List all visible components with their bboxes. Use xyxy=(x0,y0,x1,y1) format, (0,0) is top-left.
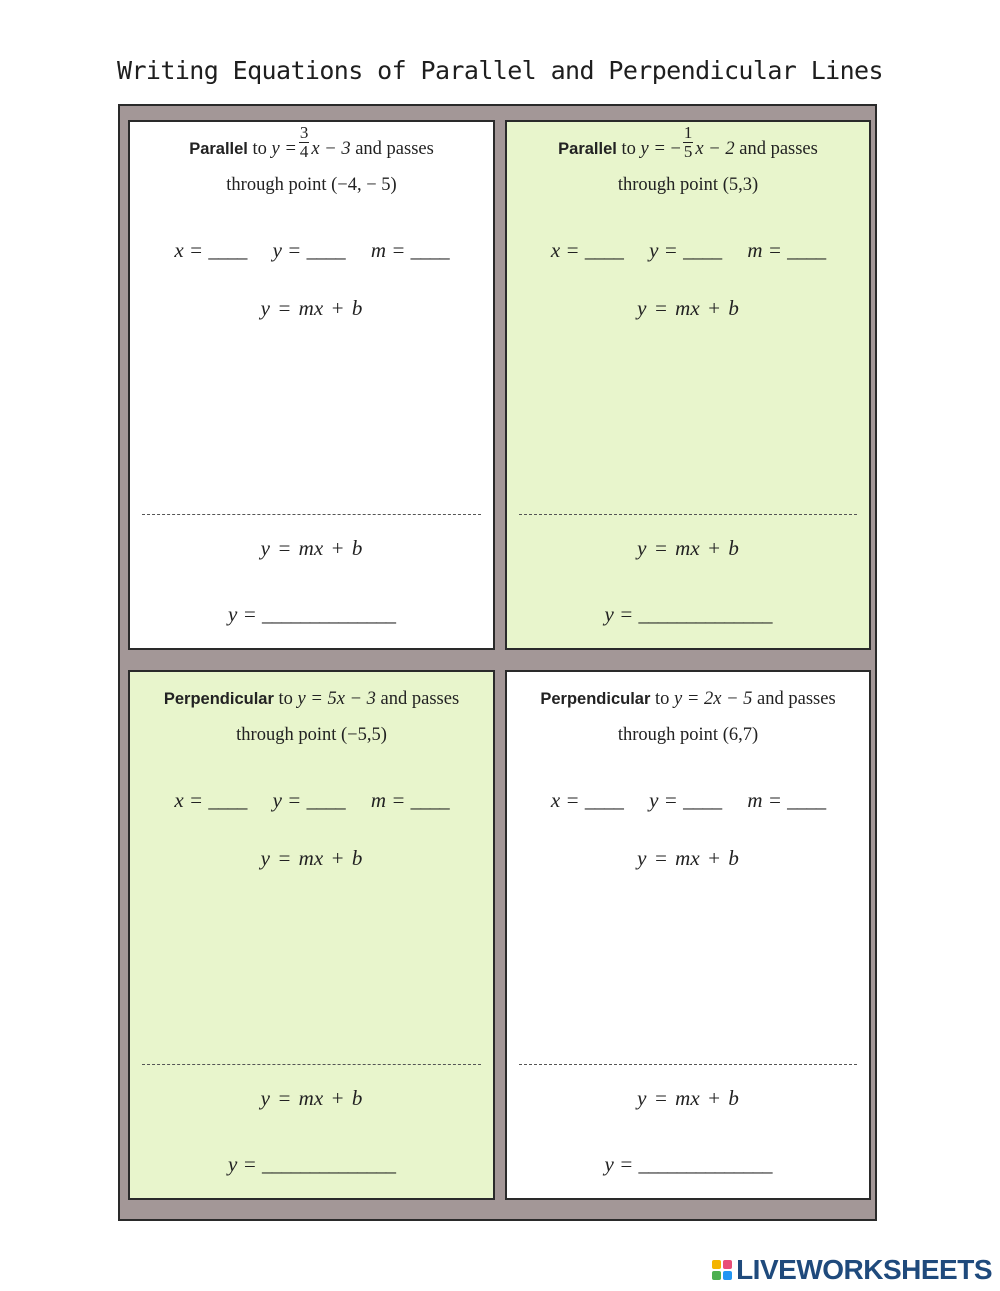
problem-prompt xyxy=(130,681,493,753)
logo-square-3 xyxy=(712,1271,721,1280)
x-label: x = xyxy=(174,238,204,262)
logo-square-1 xyxy=(712,1260,721,1269)
given-line-lhs: y = xyxy=(271,139,297,159)
y-label: y = xyxy=(272,788,302,812)
and-passes: and passes xyxy=(757,689,836,709)
slope-intercept-form: y = mx + b xyxy=(260,296,363,320)
m-label: m = xyxy=(747,788,782,812)
x-label: x = xyxy=(550,238,580,262)
m-blank[interactable]: ____ xyxy=(410,238,449,262)
given-line: y = 5x − 3 xyxy=(297,689,376,709)
given-line-lhs: y = xyxy=(640,139,666,159)
logo-mark-icon xyxy=(712,1260,732,1280)
m-blank[interactable]: ____ xyxy=(410,788,449,812)
m-blank[interactable]: ____ xyxy=(787,238,826,262)
problem-prompt xyxy=(507,681,869,753)
answer-row xyxy=(507,602,869,627)
logo-square-2 xyxy=(723,1260,732,1269)
answer-blank[interactable]: ______________ xyxy=(262,1152,395,1176)
answer-row xyxy=(130,1152,493,1177)
x-blank[interactable]: ____ xyxy=(208,788,247,812)
y-blank[interactable]: ____ xyxy=(683,788,722,812)
x-label: x = xyxy=(550,788,580,812)
and-passes: and passes xyxy=(380,689,460,709)
slope-sign: − xyxy=(670,139,681,159)
y-blank[interactable]: ____ xyxy=(306,788,345,812)
m-label: m = xyxy=(370,788,406,812)
answer-blank[interactable]: ______________ xyxy=(638,602,772,626)
x-blank[interactable]: ____ xyxy=(584,238,623,262)
y-blank[interactable]: ____ xyxy=(306,238,345,262)
variables-row xyxy=(507,788,869,813)
problem-keyword: Parallel xyxy=(189,140,248,158)
problem-card-2 xyxy=(505,120,871,650)
y-label: y = xyxy=(272,238,302,262)
x-label: x = xyxy=(174,788,204,812)
and-passes: and passes xyxy=(739,139,818,159)
answer-row xyxy=(507,1152,869,1177)
problem-to: to xyxy=(621,139,636,159)
problem-to: to xyxy=(252,139,267,159)
problem-to: to xyxy=(655,689,670,709)
slope-intercept-form-answer: y = mx + b xyxy=(260,1086,363,1110)
slope-denominator: 5 xyxy=(683,142,693,162)
answer-label: y = xyxy=(604,602,634,626)
logo-text: LIVEWORKSHEETS xyxy=(736,1254,992,1285)
slope-intercept-form-answer: y = mx + b xyxy=(260,536,363,560)
problem-card-4 xyxy=(505,670,871,1200)
problem-keyword: Perpendicular xyxy=(163,690,274,708)
slope-denominator: 4 xyxy=(299,142,309,162)
problem-prompt xyxy=(130,123,493,203)
slope-fraction xyxy=(683,124,694,161)
through-point: through point (−5,5) xyxy=(236,725,387,745)
problem-to: to xyxy=(278,689,293,709)
variables-row xyxy=(507,238,869,263)
slope-intercept-form: y = mx + b xyxy=(637,296,739,320)
m-blank[interactable]: ____ xyxy=(787,788,826,812)
slope-fraction xyxy=(299,124,310,161)
logo-square-4 xyxy=(723,1271,732,1280)
given-line-rest: x − 2 xyxy=(695,139,735,159)
slope-numerator: 3 xyxy=(299,123,309,143)
answer-blank[interactable]: ______________ xyxy=(262,602,395,626)
through-point: through point (−4, − 5) xyxy=(226,175,397,195)
answer-label: y = xyxy=(228,1152,257,1176)
problem-prompt xyxy=(507,123,869,203)
slope-intercept-form-answer: y = mx + b xyxy=(637,536,739,560)
m-label: m = xyxy=(370,238,406,262)
slope-intercept-form-answer: y = mx + b xyxy=(637,1086,739,1110)
answer-blank[interactable]: ______________ xyxy=(638,1152,772,1176)
variables-row xyxy=(130,238,493,263)
problem-card-1 xyxy=(128,120,495,650)
y-label: y = xyxy=(649,238,678,262)
answer-row xyxy=(130,602,493,627)
problem-card-3 xyxy=(128,670,495,1200)
given-line: y = 2x − 5 xyxy=(674,689,753,709)
page-title: Writing Equations of Parallel and Perpendicular Lines xyxy=(117,56,883,85)
given-line-rest: x − 3 xyxy=(311,139,351,159)
slope-intercept-form: y = mx + b xyxy=(260,846,363,870)
liveworksheets-logo xyxy=(712,1253,992,1287)
dashed-divider xyxy=(142,514,481,515)
through-point: through point (6,7) xyxy=(617,725,759,745)
x-blank[interactable]: ____ xyxy=(208,238,247,262)
problem-keyword: Parallel xyxy=(558,140,617,158)
through-point: through point (5,3) xyxy=(617,175,759,195)
dashed-divider xyxy=(519,514,857,515)
answer-label: y = xyxy=(228,602,257,626)
variables-row xyxy=(130,788,493,813)
y-label: y = xyxy=(649,788,678,812)
answer-label: y = xyxy=(604,1152,634,1176)
slope-numerator: 1 xyxy=(683,123,693,143)
slope-intercept-form: y = mx + b xyxy=(637,846,739,870)
dashed-divider xyxy=(519,1064,857,1065)
x-blank[interactable]: ____ xyxy=(584,788,623,812)
y-blank[interactable]: ____ xyxy=(683,238,722,262)
dashed-divider xyxy=(142,1064,481,1065)
and-passes: and passes xyxy=(355,139,434,159)
problem-keyword: Perpendicular xyxy=(540,690,651,708)
m-label: m = xyxy=(747,238,782,262)
